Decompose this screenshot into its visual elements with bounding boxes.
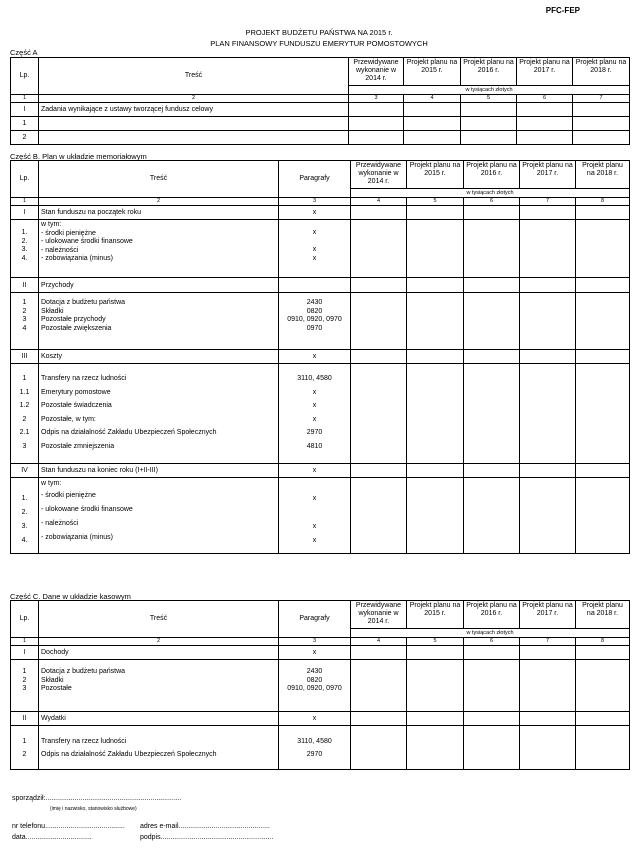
row-paragraf: x	[279, 712, 351, 726]
row-lp: 1.	[21, 495, 28, 502]
row-tresc: Wydatki	[39, 712, 279, 726]
row-tresc: - środki pieniężne	[41, 492, 96, 499]
value-cell[interactable]	[576, 712, 630, 726]
row-lp: 1.2	[19, 402, 30, 409]
row-lp-group	[11, 220, 39, 278]
header-year-2018: Projekt planu na 2018 r.	[576, 161, 630, 189]
row-tresc-group	[39, 478, 279, 554]
row-tresc: Pozostałe zmniejszenia	[41, 442, 115, 450]
header-year-2017: Projekt planu na 2017 r.	[520, 601, 576, 629]
value-cell[interactable]	[407, 660, 464, 712]
value-cell[interactable]	[520, 220, 576, 278]
colnum: 2	[39, 198, 279, 206]
value-cell[interactable]	[464, 478, 520, 554]
value-cell[interactable]	[517, 131, 573, 145]
row-tresc: Koszty	[39, 350, 279, 364]
row-paragraf-group	[279, 364, 351, 464]
value-cell[interactable]	[349, 103, 404, 117]
row-paragraf: x	[279, 646, 351, 660]
value-cell[interactable]	[404, 103, 461, 117]
value-cell[interactable]	[520, 646, 576, 660]
section-a-table	[10, 57, 630, 145]
row-lp: II	[11, 278, 39, 293]
row-tresc: Zadania wynikające z ustawy tworzącej fundusz celowy	[39, 103, 349, 117]
header-year-2018: Projekt planu na 2018 r.	[576, 601, 630, 629]
row-tresc: Pozostałe	[41, 685, 72, 692]
colnum: 6	[517, 95, 573, 103]
value-cell[interactable]	[407, 350, 464, 364]
colnum: 7	[520, 198, 576, 206]
value-cell[interactable]	[464, 364, 520, 464]
row-lp-group	[11, 726, 39, 770]
row-paragraf: 2970	[306, 429, 323, 436]
value-cell[interactable]	[407, 364, 464, 464]
row-paragraf: x	[279, 206, 351, 220]
value-cell[interactable]	[576, 278, 630, 293]
value-cell[interactable]	[407, 712, 464, 726]
value-cell[interactable]	[520, 364, 576, 464]
row-paragraf: x	[312, 246, 317, 253]
row-paragraf: x	[279, 350, 351, 364]
section-b-title: Część B. Plan w układzie memoriałowym	[10, 152, 147, 161]
row-lp: 1	[22, 375, 27, 382]
value-cell[interactable]	[351, 364, 407, 464]
value-cell[interactable]	[573, 131, 630, 145]
units-label: w tysiącach złotych	[351, 629, 630, 638]
value-cell[interactable]	[407, 278, 464, 293]
row-tresc: - należności	[41, 246, 79, 254]
colnum: 4	[351, 638, 407, 646]
colnum: 3	[349, 95, 404, 103]
row-paragraf: x	[279, 464, 351, 478]
row-tresc: - ulokowane środki finansowe	[41, 506, 133, 513]
row-paragraf-group	[279, 293, 351, 350]
row-lp: 4.	[21, 537, 28, 544]
value-cell[interactable]	[576, 660, 630, 712]
row-tresc: w tym:	[41, 221, 62, 228]
row-paragraf	[279, 278, 351, 293]
row-paragraf-group	[279, 726, 351, 770]
value-cell[interactable]	[464, 646, 520, 660]
header-paragrafy: Paragrafy	[279, 601, 351, 638]
value-cell[interactable]	[464, 206, 520, 220]
row-tresc: Transfery na rzecz ludności	[41, 375, 127, 382]
value-cell[interactable]	[351, 220, 407, 278]
value-cell[interactable]	[464, 350, 520, 364]
value-cell[interactable]	[517, 117, 573, 131]
units-label: w tysiącach złotych	[351, 189, 630, 198]
row-lp-group	[11, 478, 39, 554]
value-cell[interactable]	[407, 464, 464, 478]
row-paragraf: x	[312, 495, 317, 502]
colnum: 1	[11, 198, 39, 206]
row-lp-group	[11, 293, 39, 350]
row-tresc: Pozostałe, w tym:	[41, 415, 96, 423]
value-cell[interactable]	[520, 712, 576, 726]
row-lp: 1.1	[19, 388, 30, 396]
row-tresc: - ulokowane środki finansowe	[41, 238, 133, 245]
row-paragraf: x	[312, 415, 317, 423]
value-cell[interactable]	[461, 103, 517, 117]
colnum: 3	[279, 198, 351, 206]
row-paragraf: 2970	[306, 751, 323, 758]
value-cell[interactable]	[517, 103, 573, 117]
row-tresc-group	[39, 220, 279, 278]
row-tresc: Dochody	[39, 646, 279, 660]
row-lp: 1	[22, 299, 27, 306]
row-lp: I	[11, 206, 39, 220]
value-cell[interactable]	[351, 350, 407, 364]
header-year-2014: Przewidywane wykonanie w 2014 r.	[351, 161, 407, 189]
value-cell[interactable]	[576, 350, 630, 364]
value-cell[interactable]	[351, 726, 407, 770]
row-tresc-group	[39, 660, 279, 712]
row-paragraf: x	[312, 229, 317, 236]
row-tresc: Pozostałe przychody	[41, 316, 106, 323]
value-cell[interactable]	[351, 646, 407, 660]
row-tresc: - należności	[41, 520, 79, 527]
row-tresc: - środki pieniężne	[41, 229, 96, 237]
row-tresc: Dotacja z budżetu państwa	[41, 668, 126, 675]
row-paragraf: 4810	[306, 442, 323, 450]
row-paragraf: x	[312, 523, 317, 530]
colnum: 8	[576, 198, 630, 206]
colnum: 7	[573, 95, 630, 103]
value-cell[interactable]	[464, 220, 520, 278]
value-cell[interactable]	[520, 726, 576, 770]
row-tresc: Pozostałe zwiększenia	[41, 324, 112, 332]
value-cell[interactable]	[461, 131, 517, 145]
row-tresc[interactable]	[39, 117, 349, 131]
value-cell[interactable]	[576, 646, 630, 660]
header-year-2014: Przewidywane wykonanie w 2014 r.	[349, 58, 404, 86]
row-paragraf-group	[279, 660, 351, 712]
row-lp: 4.	[21, 254, 28, 262]
colnum: 6	[464, 638, 520, 646]
row-tresc: - zobowiązania (minus)	[41, 534, 113, 541]
header-year-2017: Projekt planu na 2017 r.	[517, 58, 573, 86]
row-lp: 3.	[21, 246, 28, 253]
value-cell[interactable]	[576, 478, 630, 554]
value-cell[interactable]	[407, 220, 464, 278]
value-cell[interactable]	[576, 726, 630, 770]
section-c-table	[10, 600, 630, 770]
row-lp: 1	[22, 738, 27, 745]
value-cell[interactable]	[407, 293, 464, 350]
colnum: 6	[464, 198, 520, 206]
row-tresc: Emerytury pomostowe	[41, 388, 111, 396]
row-lp: IV	[11, 464, 39, 478]
value-cell[interactable]	[520, 350, 576, 364]
section-c-title: Część C. Dane w układzie kasowym	[10, 592, 131, 601]
section-b-table	[10, 160, 630, 554]
row-lp: 1	[22, 668, 27, 675]
row-lp: II	[11, 712, 39, 726]
value-cell[interactable]	[576, 464, 630, 478]
row-lp: 1.	[21, 229, 28, 236]
row-lp: 1	[11, 117, 39, 131]
value-cell[interactable]	[464, 712, 520, 726]
value-cell[interactable]	[576, 206, 630, 220]
value-cell[interactable]	[576, 364, 630, 464]
signature-field[interactable]: podpis..........................................................	[140, 834, 274, 841]
value-cell[interactable]	[407, 478, 464, 554]
colnum: 5	[461, 95, 517, 103]
row-tresc: Odpis na działalność Zakładu Ubezpieczeń Społecznych	[41, 751, 217, 758]
colnum: 1	[11, 638, 39, 646]
row-paragraf: 0970	[306, 324, 323, 332]
value-cell[interactable]	[520, 206, 576, 220]
row-tresc: - zobowiązania (minus)	[41, 255, 113, 262]
value-cell[interactable]	[520, 660, 576, 712]
row-paragraf: x	[312, 402, 317, 409]
row-lp-group	[11, 660, 39, 712]
value-cell[interactable]	[349, 131, 404, 145]
row-paragraf: x	[312, 537, 317, 544]
row-lp: 2.	[21, 237, 28, 245]
row-lp: 2	[11, 131, 39, 145]
value-cell[interactable]	[351, 712, 407, 726]
header-year-2018: Projekt planu na 2018 r.	[573, 58, 630, 86]
colnum: 5	[407, 638, 464, 646]
row-paragraf	[281, 238, 348, 247]
colnum: 2	[39, 95, 349, 103]
row-tresc: w tym:	[41, 480, 62, 487]
value-cell[interactable]	[351, 478, 407, 554]
colnum: 4	[404, 95, 461, 103]
value-cell[interactable]	[351, 278, 407, 293]
value-cell[interactable]	[407, 726, 464, 770]
colnum: 5	[407, 198, 464, 206]
header-lp: Lp.	[11, 601, 39, 638]
row-paragraf-group	[279, 478, 351, 554]
row-lp-group	[11, 364, 39, 464]
row-tresc: Dotacja z budżetu państwa	[41, 299, 126, 306]
value-cell[interactable]	[351, 660, 407, 712]
units-label: w tysiącach złotych	[349, 86, 630, 95]
colnum: 4	[351, 198, 407, 206]
row-lp: 2	[22, 676, 27, 684]
header-year-2017: Projekt planu na 2017 r.	[520, 161, 576, 189]
header-paragrafy: Paragrafy	[279, 161, 351, 198]
row-lp: 3	[22, 316, 27, 323]
value-cell[interactable]	[407, 206, 464, 220]
page-title: PROJEKT BUDŻETU PAŃSTWA NA 2015 r.	[245, 28, 393, 37]
row-lp: 2	[22, 751, 27, 758]
colnum: 2	[39, 638, 279, 646]
row-tresc: Stan funduszu na początek roku	[39, 206, 279, 220]
header-year-2016: Projekt planu na 2016 r.	[464, 161, 520, 189]
row-lp: 2.1	[19, 429, 30, 436]
value-cell[interactable]	[464, 278, 520, 293]
row-paragraf: 0820	[306, 307, 323, 315]
row-lp: I	[11, 646, 39, 660]
row-lp: 3.	[21, 523, 28, 530]
row-paragraf-group	[279, 220, 351, 278]
header-tresc: Treść	[39, 161, 279, 198]
row-lp: 3	[22, 685, 27, 692]
header-year-2014: Przewidywane wykonanie w 2014 r.	[351, 601, 407, 629]
row-paragraf: 2430	[306, 299, 323, 306]
colnum: 1	[11, 95, 39, 103]
row-lp: 3	[22, 442, 27, 450]
row-paragraf: 3110, 4580	[297, 375, 332, 382]
row-tresc: Pozostałe świadczenia	[41, 402, 112, 409]
row-tresc[interactable]	[39, 131, 349, 145]
date-field[interactable]: data..................................	[12, 834, 92, 841]
page-subtitle: PLAN FINANSOWY FUNDUSZU EMERYTUR POMOSTOWYCH	[210, 39, 428, 48]
header-year-2015: Projekt planu na 2015 r.	[407, 161, 464, 189]
row-paragraf: 2430	[306, 668, 323, 675]
value-cell[interactable]	[461, 117, 517, 131]
phone-field[interactable]: nr telefonu.........................................	[12, 823, 125, 830]
colnum: 7	[520, 638, 576, 646]
row-paragraf: 3110, 4580	[297, 738, 332, 745]
sporzadzil-hint: (imię i nazwisko, stanowisko służbowe)	[50, 806, 137, 812]
header-year-2015: Projekt planu na 2015 r.	[407, 601, 464, 629]
colnum: 8	[576, 638, 630, 646]
value-cell[interactable]	[351, 206, 407, 220]
value-cell[interactable]	[464, 293, 520, 350]
value-cell[interactable]	[351, 464, 407, 478]
value-cell[interactable]	[464, 464, 520, 478]
value-cell[interactable]	[520, 478, 576, 554]
header-tresc: Treść	[39, 58, 349, 95]
header-year-2015: Projekt planu na 2015 r.	[404, 58, 461, 86]
header-lp: Lp.	[11, 161, 39, 198]
value-cell[interactable]	[573, 117, 630, 131]
row-paragraf: x	[312, 254, 317, 262]
row-tresc-group	[39, 726, 279, 770]
row-lp: 2.	[21, 509, 28, 516]
email-field[interactable]: adres e-mail...............................................	[140, 823, 270, 830]
value-cell[interactable]	[464, 660, 520, 712]
sporzadzil-field[interactable]: sporządził:......................................................................	[12, 795, 182, 802]
row-paragraf: x	[312, 388, 317, 396]
row-lp: 2	[22, 307, 27, 315]
row-lp: 4	[22, 324, 27, 332]
row-paragraf: 0910, 0920, 0970	[287, 316, 342, 323]
row-lp: I	[11, 103, 39, 117]
colnum: 3	[279, 638, 351, 646]
header-tresc: Treść	[39, 601, 279, 638]
row-tresc: Składki	[41, 676, 64, 684]
row-tresc-group	[39, 364, 279, 464]
value-cell[interactable]	[520, 464, 576, 478]
form-code: PFC-FEP	[545, 6, 580, 15]
value-cell[interactable]	[576, 293, 630, 350]
value-cell[interactable]	[404, 117, 461, 131]
header-year-2016: Projekt planu na 2016 r.	[464, 601, 520, 629]
value-cell[interactable]	[404, 131, 461, 145]
row-tresc: Stan funduszu na koniec roku (I+II-III)	[39, 464, 279, 478]
row-tresc: Odpis na działalność Zakładu Ubezpieczeń Społecznych	[41, 429, 217, 436]
value-cell[interactable]	[351, 293, 407, 350]
value-cell[interactable]	[464, 726, 520, 770]
value-cell[interactable]	[520, 278, 576, 293]
row-lp: 2	[22, 415, 27, 423]
row-lp: III	[11, 350, 39, 364]
row-paragraf: 0910, 0920, 0970	[287, 685, 342, 692]
value-cell[interactable]	[573, 103, 630, 117]
row-tresc-group	[39, 293, 279, 350]
value-cell[interactable]	[349, 117, 404, 131]
row-paragraf	[281, 506, 348, 520]
section-a-title: Część A	[10, 48, 38, 57]
row-tresc: Przychody	[39, 278, 279, 293]
row-tresc: Składki	[41, 307, 64, 315]
row-paragraf: 0820	[306, 676, 323, 684]
value-cell[interactable]	[407, 646, 464, 660]
row-tresc: Transfery na rzecz ludności	[41, 738, 127, 745]
header-lp: Lp.	[11, 58, 39, 95]
value-cell[interactable]	[576, 220, 630, 278]
value-cell[interactable]	[520, 293, 576, 350]
header-year-2016: Projekt planu na 2016 r.	[461, 58, 517, 86]
